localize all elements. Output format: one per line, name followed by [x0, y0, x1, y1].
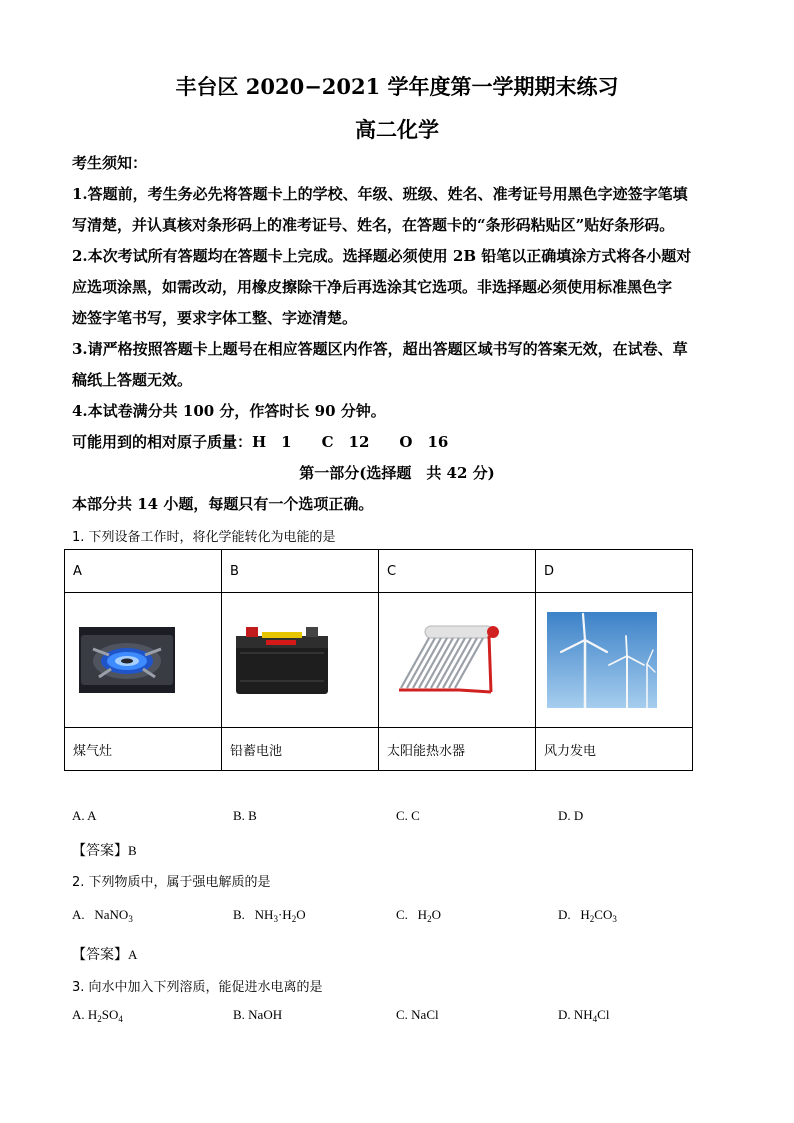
formula-part: O [296, 907, 306, 922]
gas-stove-image [79, 627, 175, 693]
lead-acid-battery-cell [222, 593, 379, 728]
wind-turbine-cell [536, 593, 693, 728]
q1-options-table [64, 549, 693, 771]
q1-option-d: D. D [558, 808, 584, 823]
table-header-b: B [222, 550, 379, 593]
option-letter: D. [558, 907, 571, 922]
option-letter: C. [396, 907, 408, 922]
q2-answer [72, 944, 137, 964]
formula-subscript: 3 [273, 914, 278, 924]
solar-water-heater-cell [379, 593, 536, 728]
notice-line: 4.本试卷满分共 100 分，作答时长 90 分钟。 [72, 402, 386, 420]
formula-subscript: 2 [97, 1014, 102, 1024]
part1-heading: 第一部分(选择题 共 42 分) [299, 464, 495, 482]
q1-option-a: A. A [72, 808, 97, 823]
formula-part: SO [101, 1007, 119, 1022]
formula-subscript: 4 [118, 1014, 123, 1024]
formula-part: CO [594, 907, 613, 922]
answer-tag: 【答案】 [72, 843, 128, 859]
page-subtitle: 高二化学 [355, 117, 439, 142]
q2-option-b [233, 907, 306, 924]
formula-part: NaNO [94, 907, 129, 922]
q1-stem: 1. 下列设备工作时，将化学能转化为电能的是 [72, 530, 336, 545]
notice-line: 3.请严格按照答题卡上题号在相应答题区内作答，超出答题区域书写的答案无效，在试卷、草 [72, 340, 688, 358]
answer-value: B [128, 843, 137, 858]
atomic-masses: 可能用到的相对原子质量：H 1 C 12 O 16 [72, 433, 449, 451]
answer-tag: 【答案】 [72, 947, 128, 963]
formula-part: H [580, 907, 590, 922]
answer-value: A [128, 947, 138, 962]
option-letter: B. [233, 907, 245, 922]
option-d-label: 风力发电 [536, 728, 693, 771]
wind-turbine-image [547, 612, 657, 708]
q3-option-c: C. NaCl [396, 1007, 439, 1022]
q2-option-c [396, 907, 441, 924]
option-b-label: 铅蓄电池 [222, 728, 379, 771]
notice-line: 应选项涂黑，如需改动，用橡皮擦除干净后再选涂其它选项。非选择题必须使用标准黑色字 [72, 278, 673, 296]
page-title: 丰台区 2020−2021 学年度第一学期期末练习 [175, 74, 619, 99]
formula-part: H [417, 907, 428, 922]
q1-option-b: B. B [233, 808, 257, 823]
q2-option-d [558, 907, 617, 924]
q3-option-a [72, 1007, 123, 1024]
notice-line: 迹签字笔书写，要求字体工整、字迹清楚。 [72, 309, 358, 327]
formula-part: H [282, 907, 292, 922]
gas-stove-cell [65, 593, 222, 728]
formula-subscript: 3 [128, 914, 133, 924]
q1-option-c: C. C [396, 808, 420, 823]
solar-water-heater-image [395, 622, 505, 698]
notice-line: 1.答题前，考生务必先将答题卡上的学校、年级、班级、姓名、准考证号用黑色字迹签字笔填 [72, 185, 688, 203]
table-header-a: A [65, 550, 222, 593]
table-header-d: D [536, 550, 693, 593]
part1-intro: 本部分共 14 小题，每题只有一个选项正确。 [72, 495, 374, 513]
option-c-label: 太阳能热水器 [379, 728, 536, 771]
formula-subscript: 2 [427, 914, 432, 924]
notice-line: 写清楚，并认真核对条形码上的准考证号、姓名，在答题卡的“条形码粘贴区”贴好条形码。 [72, 216, 675, 234]
q3-option-d [558, 1007, 609, 1024]
option-a-label: 煤气灶 [65, 728, 222, 771]
notice-line: 2.本次考试所有答题均在答题卡上完成。选择题必须使用 2B 铅笔以正确填涂方式将各小题对 [72, 247, 692, 265]
formula-subscript: 3 [612, 914, 617, 924]
formula-subscript: 2 [291, 914, 297, 924]
q3-stem: 3. 向水中加入下列溶质，能促进水电离的是 [72, 980, 323, 995]
formula-subscript: 2 [589, 914, 595, 924]
q2-stem: 2. 下列物质中，属于强电解质的是 [72, 875, 271, 890]
q3-option-b: B. NaOH [233, 1007, 283, 1022]
formula-subscript: 4 [592, 1014, 598, 1024]
formula-part: · [277, 907, 283, 922]
option-letter: A. [72, 907, 85, 922]
notice-line: 稿纸上答题无效。 [72, 371, 193, 389]
table-header-c: C [379, 550, 536, 593]
q2-option-a [72, 907, 133, 924]
formula-part: D. NH [558, 1007, 593, 1022]
lead-acid-battery-image [232, 624, 332, 696]
formula-part: NH [254, 907, 274, 922]
formula-part: O [431, 907, 441, 922]
formula-part: Cl [597, 1007, 610, 1022]
notice-heading: 考生须知： [72, 154, 148, 172]
q1-answer [72, 840, 137, 860]
formula-part: A. H [72, 1007, 98, 1022]
